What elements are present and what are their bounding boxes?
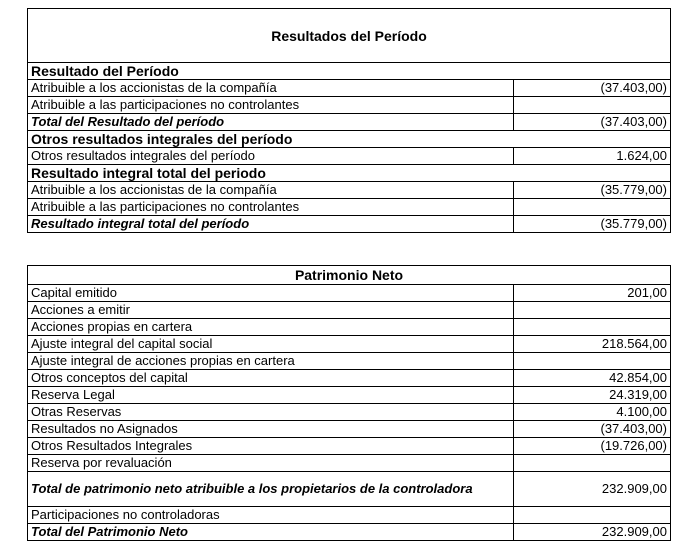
row-value: (35.779,00) [514, 216, 671, 233]
patrimonio-table [27, 265, 671, 541]
resultados-table [27, 8, 671, 233]
row-label: Atribuible a las participaciones no controlantes [28, 199, 514, 216]
row-label: Acciones a emitir [28, 302, 514, 319]
table-row [28, 165, 671, 182]
row-value [514, 455, 671, 472]
row-label: Resultados no Asignados [28, 421, 514, 438]
row-label: Otros resultados integrales del período [28, 131, 671, 148]
patrimonio-title: Patrimonio Neto [28, 266, 671, 285]
row-label: Otros Resultados Integrales [28, 438, 514, 455]
row-label: Ajuste integral del capital social [28, 336, 514, 353]
row-value: (37.403,00) [514, 80, 671, 97]
table-row [28, 421, 671, 438]
row-value: (37.403,00) [514, 421, 671, 438]
table-row [28, 507, 671, 524]
row-label: Total de patrimonio neto atribuible a los propietarios de la controladora [28, 472, 514, 507]
table-row [28, 131, 671, 148]
row-value: (35.779,00) [514, 182, 671, 199]
row-value [514, 353, 671, 370]
table-row [28, 216, 671, 233]
row-label: Resultado integral total del periodo [28, 165, 671, 182]
table-row [28, 370, 671, 387]
resultados-title: Resultados del Período [28, 9, 671, 63]
row-label: Capital emitido [28, 285, 514, 302]
table-row [28, 387, 671, 404]
table-row [28, 97, 671, 114]
table-row [28, 63, 671, 80]
row-value: 24.319,00 [514, 387, 671, 404]
row-label: Reserva Legal [28, 387, 514, 404]
row-value: 42.854,00 [514, 370, 671, 387]
row-label: Acciones propias en cartera [28, 319, 514, 336]
row-value [514, 302, 671, 319]
patrimonio-title-row [28, 266, 671, 285]
row-label: Otros conceptos del capital [28, 370, 514, 387]
table-row [28, 404, 671, 421]
row-value [514, 199, 671, 216]
table-row [28, 285, 671, 302]
row-value: 232.909,00 [514, 472, 671, 507]
table-row [28, 472, 671, 507]
table-row [28, 319, 671, 336]
row-value: 218.564,00 [514, 336, 671, 353]
table-row [28, 524, 671, 541]
row-label: Total del Resultado del período [28, 114, 514, 131]
row-value: (19.726,00) [514, 438, 671, 455]
table-row [28, 148, 671, 165]
row-label: Atribuible a los accionistas de la compañía [28, 80, 514, 97]
row-value: 201,00 [514, 285, 671, 302]
table-row [28, 302, 671, 319]
row-value: 4.100,00 [514, 404, 671, 421]
row-value: 1.624,00 [514, 148, 671, 165]
row-label: Ajuste integral de acciones propias en cartera [28, 353, 514, 370]
resultados-title-row [28, 9, 671, 63]
table-row [28, 199, 671, 216]
table-row [28, 438, 671, 455]
row-value [514, 507, 671, 524]
table-row [28, 455, 671, 472]
table-row [28, 353, 671, 370]
row-value: (37.403,00) [514, 114, 671, 131]
table-row [28, 336, 671, 353]
row-value: 232.909,00 [514, 524, 671, 541]
row-label: Otros resultados integrales del período [28, 148, 514, 165]
row-label: Reserva por revaluación [28, 455, 514, 472]
table-row [28, 114, 671, 131]
table-row [28, 182, 671, 199]
table-row [28, 80, 671, 97]
row-label: Resultado integral total del período [28, 216, 514, 233]
row-value [514, 319, 671, 336]
row-label: Total del Patrimonio Neto [28, 524, 514, 541]
row-value [514, 97, 671, 114]
row-label: Atribuible a las participaciones no controlantes [28, 97, 514, 114]
row-label: Participaciones no controladoras [28, 507, 514, 524]
row-label: Resultado del Período [28, 63, 671, 80]
row-label: Atribuible a los accionistas de la compañía [28, 182, 514, 199]
row-label: Otras Reservas [28, 404, 514, 421]
